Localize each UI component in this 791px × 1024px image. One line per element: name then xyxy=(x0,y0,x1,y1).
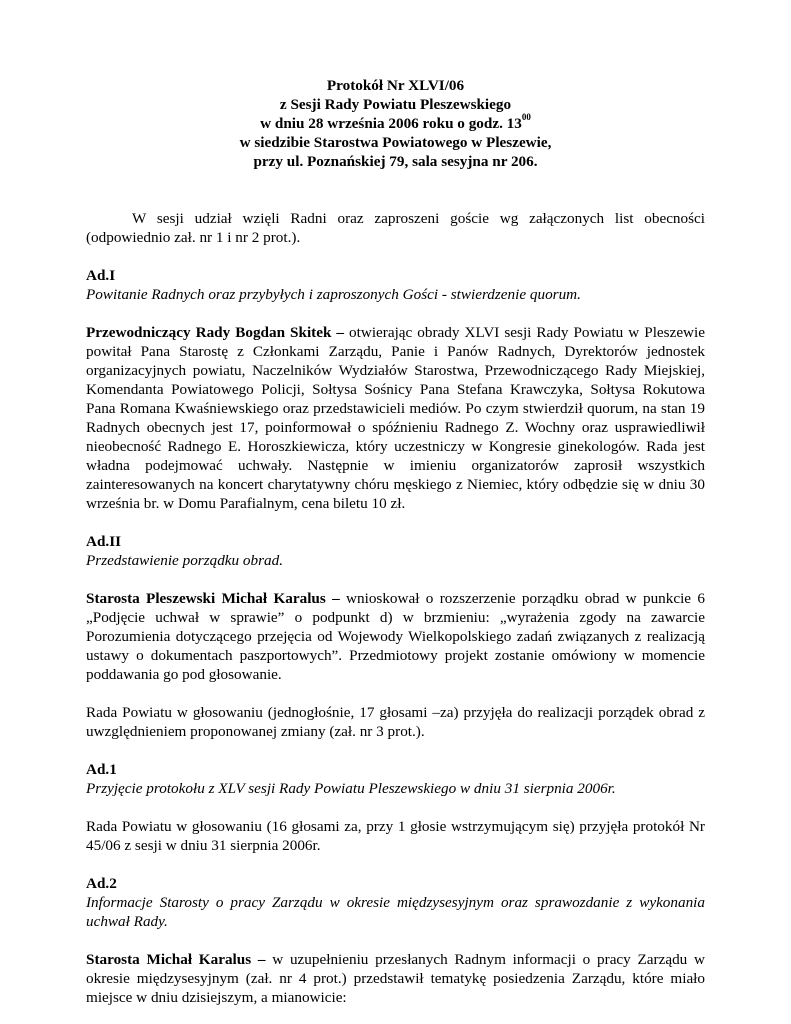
speaker-name: Starosta Pleszewski Michał Karalus – xyxy=(86,590,340,607)
section-title: Ad.2 xyxy=(86,875,117,892)
section-title: Ad.II xyxy=(86,533,122,550)
session-address: przy ul. Poznańskiej 79, sala sesyjna nr 206. xyxy=(253,153,538,170)
document-header xyxy=(86,76,705,171)
section-title: Ad.1 xyxy=(86,761,117,778)
section-paragraph-vote: Rada Powiatu w głosowaniu (jednogłośnie, 17 głosami –za) przyjęła do realizacji porządek obrad z uwzględnieniem proponowanej zmiany (zał. nr 3 prot.). xyxy=(86,704,705,740)
section-subtitle: Przedstawienie porządku obrad. xyxy=(86,552,284,569)
section-ad-i xyxy=(86,266,705,513)
session-hour-superscript: 00 xyxy=(521,111,531,122)
session-date-text: w dniu 28 września 2006 roku o godz. 13 xyxy=(260,115,522,132)
session-name: z Sesji Rady Powiatu Pleszewskiego xyxy=(279,96,512,113)
section-ad-1 xyxy=(86,760,705,855)
speaker-name: Starosta Michał Karalus – xyxy=(86,951,266,968)
section-paragraph: Rada Powiatu w głosowaniu (16 głosami za, przy 1 głosie wstrzymującym się) przyjęła protokół Nr 45/06 z sesji w dniu 31 sierpnia 2006r. xyxy=(86,818,705,854)
paragraph-text: w uzupełnieniu przesłanych Radnym informacji o pracy Zarządu w okresie międzysesyjnym (zał. nr 4 prot.) przedstawił tematykę posiedzenia Zarządu, które miało miejsce w dniu dzisiejszym, a mianowicie: xyxy=(86,951,705,1006)
section-title: Ad.I xyxy=(86,267,116,284)
section-ad-ii xyxy=(86,532,705,741)
section-subtitle: Informacje Starosty o pracy Zarządu w okresie międzysesyjnym oraz sprawozdanie z wykonania uchwał Rady. xyxy=(86,894,705,930)
section-paragraph xyxy=(86,950,705,1007)
section-paragraph xyxy=(86,589,705,684)
speaker-name: Przewodniczący Rady Bogdan Skitek – xyxy=(86,324,345,341)
intro-paragraph: W sesji udział wzięli Radni oraz zaproszeni goście wg załączonych list obecności (odpowiednio zał. nr 1 i nr 2 prot.). xyxy=(86,210,705,246)
protocol-title: Protokół Nr XLVI/06 xyxy=(326,77,465,94)
session-venue: w siedzibie Starostwa Powiatowego w Pleszewie, xyxy=(239,134,552,151)
section-ad-2 xyxy=(86,874,705,1007)
paragraph-text: otwierając obrady XLVI sesji Rady Powiatu w Pleszewie powitał Pana Starostę z Członkami Zarządu, Panie i Panów Radnych, Dyrektorów jednostek organizacyjnych powiatu, Naczelników Wydziałów Starostwa, Przewodniczącego Rady Miejskiej, Komendanta Powiatowego Policji, Sołtysa Sośnicy Pana Stefana Krawczyka, Sołtysa Rokutowa Pana Romana Kwaśniewskiego oraz przedstawicieli mediów. Po czym stwierdził quorum, na stan 19 Radnych obecnych jest 17, poinformował o spóźnieniu Radnego Z. Wochny oraz usprawiedliwił nieobecność Radnego E. Horoszkiewicza, który uczestniczy w Kongresie ginekologów. Rada jest władna podejmować uchwały. Następnie w imieniu organizatorów zaprosił wszystkich zainteresowanych na koncert charytatywny chóru męskiego z Niemiec, który odbędzie się w dniu 30 września br. w Domu Parafialnym, cena biletu 10 zł. xyxy=(86,324,705,512)
section-subtitle: Przyjęcie protokołu z XLV sesji Rady Powiatu Pleszewskiego w dniu 31 sierpnia 2006r. xyxy=(86,780,616,797)
section-paragraph xyxy=(86,323,705,513)
section-subtitle: Powitanie Radnych oraz przybyłych i zaproszonych Gości - stwierdzenie quorum. xyxy=(86,286,581,303)
session-date xyxy=(86,111,705,133)
paragraph-text: wnioskował o rozszerzenie porządku obrad w punkcie 6 „Podjęcie uchwał w sprawie” o podpunkt d) w brzmieniu: „wyrażenia zgody na zawarcie Porozumienia dotyczącego przejęcia od Wojewody Wielkopolskiego zadań związanych z realizacją ustawy o dokumentach paszportowych”. Przedmiotowy projekt zostanie omówiony w momencie poddawania go pod głosowanie. xyxy=(86,590,705,683)
